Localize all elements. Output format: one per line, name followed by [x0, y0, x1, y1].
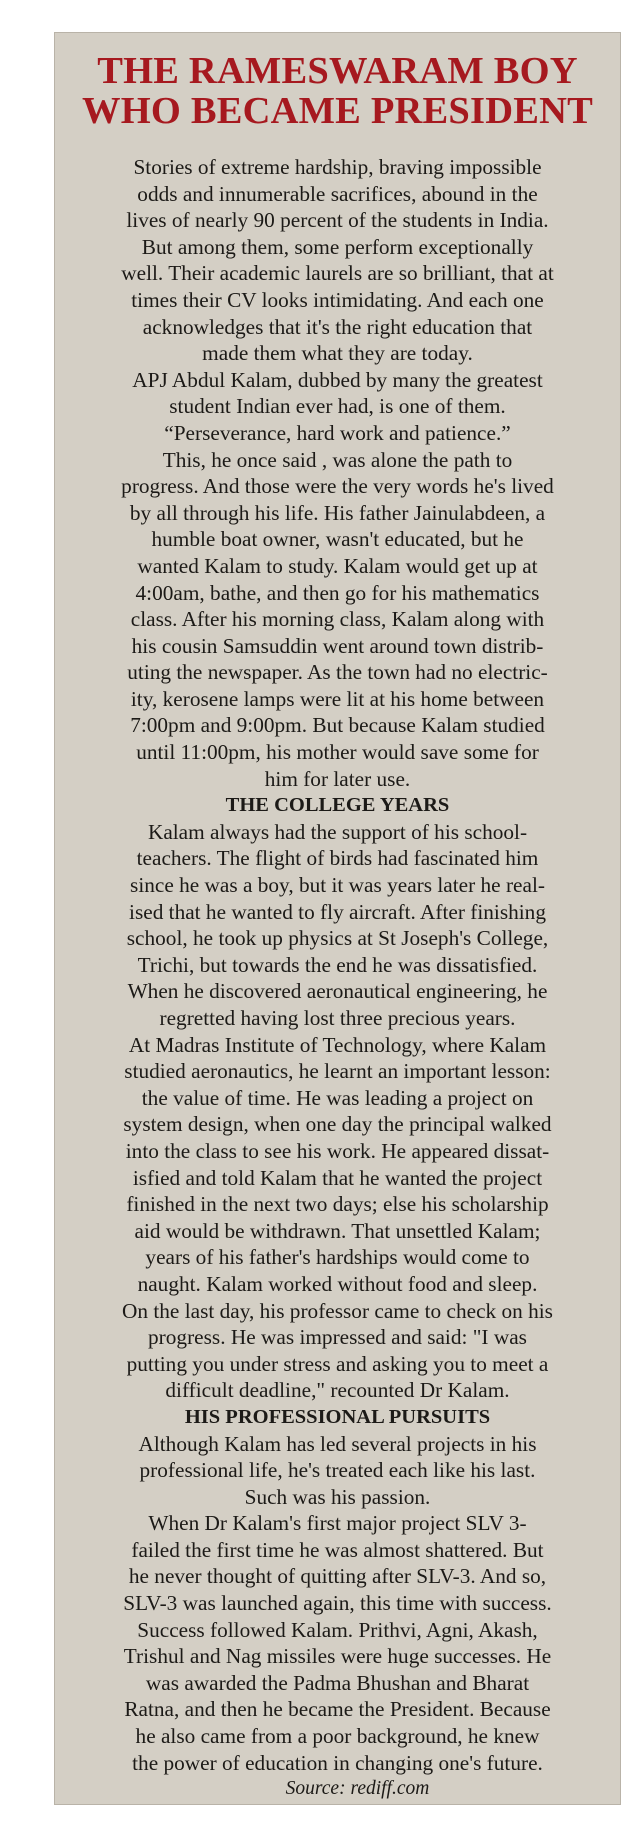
text-line: made them what they are today.	[202, 341, 473, 366]
text-line: SLV-3 was launched again, this time with success.	[123, 1591, 552, 1616]
text-line: by all through his life. His father Jainulabdeen, a	[129, 500, 546, 525]
text-line: regretted having lost three precious years.	[159, 1006, 516, 1030]
text-line: Stories of extreme hardship, braving impossible	[133, 155, 542, 179]
text-line: 7:00pm and 9:00pm. But because Kalam studied	[130, 713, 545, 738]
text-line: putting you under stress and asking you to meet a	[126, 1351, 549, 1376]
text-line: acknowledges that it's the right education that	[142, 314, 533, 339]
text-line: Trishul and Nag missiles were huge successes. He	[123, 1644, 552, 1669]
text-line: he also came from a poor background, he knew	[135, 1724, 540, 1749]
text-line: system design, when one day the principal walked	[123, 1112, 552, 1137]
text-line: into the class to see his work. He appeared dissat-	[125, 1138, 550, 1163]
text-line: At Madras Institute of Technology, where Kalam	[128, 1032, 547, 1057]
title-line: THE RAMESWARAM BOY	[97, 50, 578, 92]
text-line: him for later use.	[264, 766, 411, 791]
text-line: Success followed Kalam. Prithvi, Agni, Akash,	[137, 1617, 538, 1642]
text-line: times their CV looks intimidating. And each one	[131, 287, 544, 312]
text-line: humble boat owner, wasn't educated, but he	[151, 527, 524, 552]
title-line: WHO BECAME PRESIDENT	[82, 90, 593, 132]
text-line: Ratna, and then he became the President. Because	[124, 1697, 551, 1722]
text-line: progress. He was impressed and said: "I was	[148, 1325, 527, 1350]
text-line: Although Kalam has led several projects in his	[138, 1431, 537, 1456]
text-line: This, he once said , was alone the path to	[162, 447, 513, 472]
text-line: school, he took up physics at St Joseph's College,	[126, 926, 549, 951]
text-line: Trichi, but towards the end he was dissatisfied.	[137, 952, 538, 977]
text-line: since he was a boy, but it was years later he real-	[130, 873, 545, 898]
text-line: was awarded the Padma Bhushan and Bharat	[145, 1670, 530, 1695]
text-line: When he discovered aeronautical engineering, he	[127, 979, 548, 1004]
section-heading: HIS PROFESSIONAL PURSUITS	[184, 1405, 491, 1428]
text-line: odds and innumerable sacrifices, abound in the	[137, 181, 538, 206]
section-heading: THE COLLEGE YEARS	[225, 794, 450, 817]
text-line: ity, kerosene lamps were lit at his home between	[130, 686, 545, 711]
text-line: aid would be withdrawn. That unsettled Kalam;	[134, 1218, 541, 1243]
text-line: Such was his passion.	[244, 1484, 431, 1509]
text-line: difficult deadline," recounted Dr Kalam.	[165, 1378, 510, 1403]
article-box	[54, 32, 621, 1805]
text-line: professional life, he's treated each like his last.	[139, 1458, 536, 1483]
article-title	[55, 51, 620, 131]
text-line: ised that he wanted to fly aircraft. After finishing	[129, 899, 546, 924]
text-line: 4:00am, bathe, and then go for his mathematics	[135, 580, 540, 605]
text-line: finished in the next two days; else his scholarship	[126, 1192, 549, 1217]
text-line: Kalam always had the support of his school-	[147, 819, 528, 844]
text-line: teachers. The flight of birds had fascinated him	[136, 846, 539, 871]
text-line: failed the first time he was almost shattered. But	[131, 1537, 544, 1562]
text-line: “Perseverance, hard work and patience.”	[164, 420, 511, 445]
text-line: his cousin Samsuddin went around town distrib-	[131, 633, 544, 658]
text-line: well. Their academic laurels are so brilliant, that at	[121, 261, 554, 286]
text-line: lives of nearly 90 percent of the students in India.	[126, 208, 549, 233]
source-credit: Source: rediff.com	[285, 1778, 430, 1800]
text-line: years of his father's hardships would come to	[145, 1245, 530, 1270]
text-line: When Dr Kalam's first major project SLV 3-	[148, 1511, 527, 1536]
text-line: student Indian ever had, is one of them.	[169, 394, 506, 419]
text-line: he never thought of quitting after SLV-3. And so,	[128, 1564, 547, 1589]
text-line: progress. And those were the very words he's lived	[121, 474, 554, 499]
text-line: until 11:00pm, his mother would save some for	[136, 740, 539, 765]
text-line: APJ Abdul Kalam, dubbed by many the greatest	[132, 367, 543, 392]
text-line: isfied and told Kalam that he wanted the project	[132, 1165, 543, 1190]
text-line: the value of time. He was leading a project on	[141, 1085, 534, 1110]
text-line: uting the newspaper. As the town had no electric-	[127, 660, 548, 685]
text-line: class. After his morning class, Kalam along with	[130, 607, 545, 632]
text-line: the power of education in changing one's future.	[132, 1750, 543, 1775]
text-line: On the last day, his professor came to check on his	[122, 1298, 553, 1323]
text-line: wanted Kalam to study. Kalam would get up at	[137, 553, 538, 578]
text-line: studied aeronautics, he learnt an important lesson:	[124, 1059, 551, 1084]
text-line: naught. Kalam worked without food and sleep.	[137, 1271, 538, 1296]
text-line: But among them, some perform exceptionally	[141, 234, 534, 259]
article-body	[55, 154, 620, 1803]
